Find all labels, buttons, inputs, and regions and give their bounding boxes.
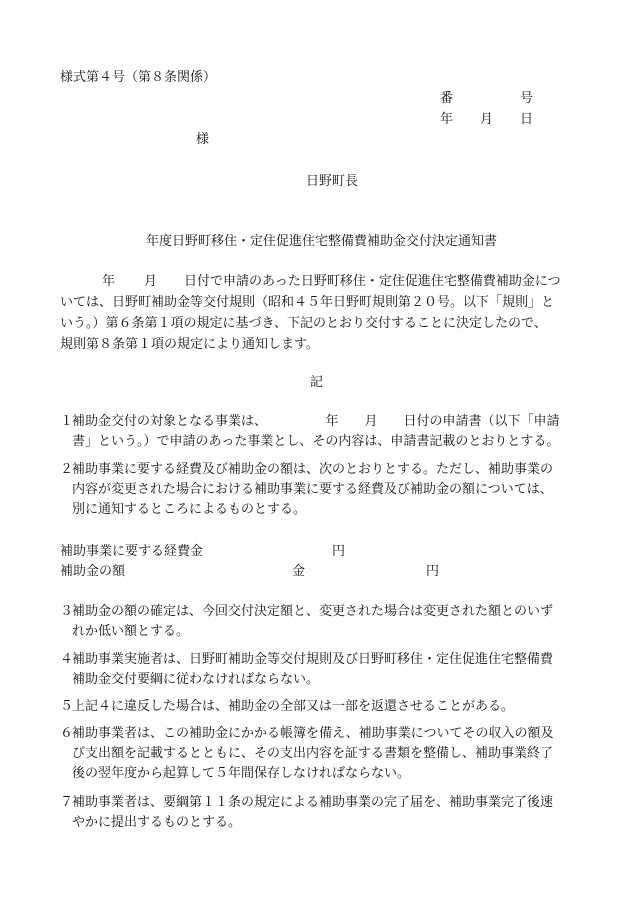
grant-label: 補助金の額 — [60, 564, 126, 579]
item-line: び支出額を記載するとともに、その支出内容を証する書類を整備し、補助事業終了 — [72, 746, 554, 761]
item-line: れか低い額とする。 — [72, 624, 190, 639]
item-line: 補助事業に要する経費及び補助金の額は、次のとおりとする。ただし、補助事業の — [72, 462, 554, 477]
item-line: 内容が変更された場合における補助事業に要する経費及び補助金の額については、 — [72, 482, 553, 497]
item-number: １ — [60, 414, 74, 429]
number-label-right: 号 — [520, 91, 534, 106]
item-line: 補助金交付の対象となる事業は、 年 月 日付の申請書（以下「申請 — [72, 414, 560, 429]
date-month-label: 月 — [480, 112, 494, 127]
intro-line-2: いては、日野町補助金等交付規則（昭和４５年日野町規則第２０号。以下「規則」と — [60, 295, 555, 310]
item-line: 補助事業者は、この補助金にかかる帳簿を備え、補助事業についてその収入の額及 — [72, 726, 554, 741]
item-number: ３ — [60, 604, 74, 619]
item-line: 補助金の額の確定は、今回交付決定額と、変更された場合は変更された額とのいず — [72, 604, 554, 619]
issuer: 日野町長 — [306, 174, 359, 189]
ki-heading: 記 — [310, 375, 324, 390]
addressee-suffix: 様 — [196, 132, 210, 147]
intro-line-4: 規則第８条第１項の規定により通知します。 — [60, 337, 319, 352]
date-year-label: 年 — [440, 112, 454, 127]
list-item — [60, 460, 580, 520]
item-number: ６ — [60, 726, 74, 741]
item-number: ７ — [60, 795, 74, 810]
item-line: 書」という。）で申請のあった事業とし、その内容は、申請書記載のとおりとする。 — [72, 434, 560, 449]
date-day-label: 日 — [520, 112, 534, 127]
number-label-left: 番 — [440, 91, 454, 106]
item-line: 上記４に違反した場合は、補助金の全部又は一部を返還させることがある。 — [72, 699, 515, 714]
item-number: ４ — [60, 652, 74, 667]
item-number: ５ — [60, 699, 74, 714]
item-line: 補助事業者は、要綱第１１条の規定による補助事業の完了届を、補助事業完了後速 — [72, 795, 554, 810]
item-line: 後の翌年度から起算して５年間保存しなければならない。 — [72, 766, 411, 781]
cost-label: 補助事業に要する経費金 — [60, 544, 204, 559]
grant-unit: 円 — [426, 564, 440, 579]
item-line: 別に通知するところによるものとする。 — [72, 502, 307, 517]
intro-line-3: いう。）第６条第１項の規定に基づき、下記のとおり交付することに決定したので、 — [60, 316, 547, 331]
intro-month: 月 — [144, 274, 158, 289]
form-label: 様式第４号（第８条関係） — [60, 70, 217, 85]
intro-year: 年 — [102, 274, 116, 289]
list-item — [60, 793, 580, 833]
intro-line-1: 日付で申請のあった日野町移住・定住促進住宅整備費補助金につ — [184, 274, 561, 289]
item-line: 補助事業実施者は、日野町補助金等交付規則及び日野町移住・定住促進住宅整備費 — [72, 652, 554, 667]
list-item — [60, 602, 580, 642]
cost-unit: 円 — [332, 544, 346, 559]
list-item — [60, 412, 580, 452]
item-line: 補助金交付要綱に従わなければならない。 — [72, 672, 320, 687]
list-item — [60, 650, 580, 690]
list-item — [60, 724, 580, 784]
document-title: 年度日野町移住・定住促進住宅整備費補助金交付決定通知書 — [146, 234, 498, 249]
item-number: ２ — [60, 462, 74, 477]
item-line: やかに提出するものとする。 — [72, 815, 242, 830]
list-item — [60, 697, 580, 717]
grant-prefix: 金 — [292, 564, 306, 579]
